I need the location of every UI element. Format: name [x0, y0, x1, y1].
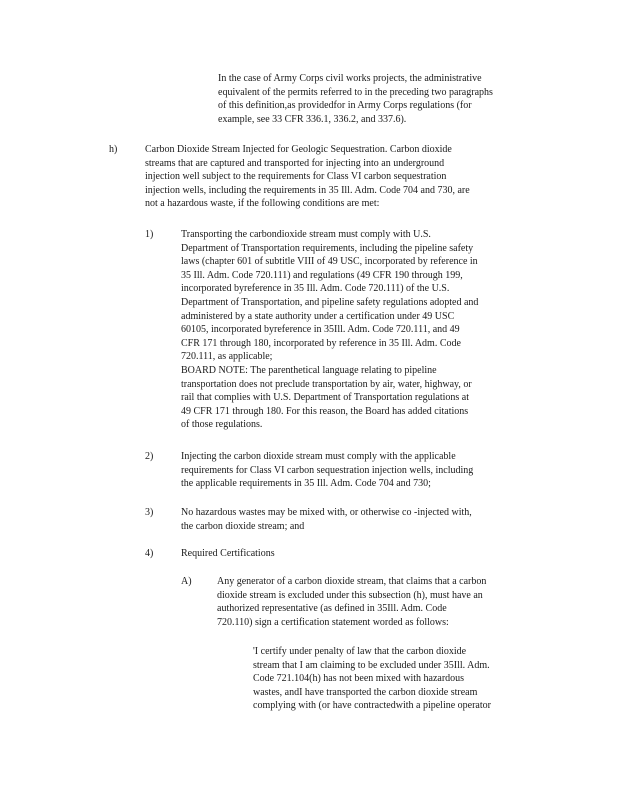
text-line: Injecting the carbon dioxide stream must comply with the applicable: [181, 451, 456, 462]
text-line: 720.111, as applicable;: [181, 351, 273, 363]
board-note-line: rail that complies with U.S. Department of Transportation regulations at: [181, 392, 470, 404]
text-line: requirements for Class VI carbon sequestration injection wells, including: [181, 464, 474, 476]
item-label-1: 1): [145, 229, 154, 240]
text-line: 60105, incorporated byreference in 35Ill. Adm. Code 720.111, and 49: [181, 324, 460, 336]
text-line: CFR 171 through 180, incorporated by reference in 35 Ill. Adm. Code: [181, 337, 461, 349]
text-line: laws (chapter 601 of subtitle VIII of 49 USC, incorporated by reference in: [181, 256, 478, 268]
board-note-line: BOARD NOTE: The parenthetical language relating to pipeline: [181, 364, 437, 376]
text-line: No hazardous wastes may be mixed with, or otherwise co -injected with,: [181, 507, 472, 518]
board-note-line: transportation does not preclude transportation by air, water, highway, or: [181, 378, 472, 390]
board-note-line: of those regulations.: [181, 419, 263, 431]
text-line: stream that I am claiming to be excluded under 35Ill. Adm.: [253, 659, 490, 671]
text-line: Carbon Dioxide Stream Injected for Geologic Sequestration. Carbon dioxide: [145, 144, 452, 155]
section-label-h: h): [109, 144, 118, 155]
item-3-paragraph: [181, 506, 472, 533]
text-line: injection well subject to the requirements for Class VI carbon sequestration: [145, 171, 447, 183]
text-line: example, see 33 CFR 336.1, 336.2, and 337.6).: [218, 113, 407, 125]
item-label-3: 3): [145, 507, 154, 518]
item-4-heading: [181, 547, 275, 561]
item-label-2: 2): [145, 451, 154, 462]
text-line: Required Certifications: [181, 548, 275, 559]
text-line: administered by a state authority under a certification under 49 USC: [181, 310, 455, 322]
text-line: 720.110) sign a certification statement worded as follows:: [217, 616, 449, 628]
text-line: dioxide stream is excluded under this subsection (h), must have an: [217, 589, 483, 601]
text-line: incorporated byreference in 35 Ill. Adm. Code 720.111) of the U.S.: [181, 283, 450, 295]
board-note-line: 49 CFR 171 through 180. For this reason, the Board has added citations: [181, 405, 469, 417]
text-line: the applicable requirements in 35 Ill. Adm. Code 704 and 730;: [181, 478, 431, 490]
intro-paragraph: [218, 72, 493, 126]
text-line: equivalent of the permits referred to in the preceding two paragraphs: [218, 86, 493, 98]
text-line: not a hazardous waste, if the following conditions are met:: [145, 198, 380, 210]
text-line: In the case of Army Corps civil works projects, the administrative: [218, 73, 482, 84]
text-line: complying with (or have contractedwith a pipeline operator: [253, 700, 491, 712]
text-line: 'I certify under penalty of law that the carbon dioxide: [253, 646, 467, 657]
section-h-paragraph: [145, 143, 470, 211]
item-label-4: 4): [145, 548, 154, 559]
item-label-A: A): [181, 576, 192, 587]
text-line: Code 721.104(h) has not been mixed with hazardous: [253, 673, 465, 685]
text-line: Department of Transportation, and pipeline safety regulations adopted and: [181, 296, 479, 308]
item-1-paragraph: [181, 228, 478, 432]
text-line: wastes, andI have transported the carbon dioxide stream: [253, 686, 478, 698]
text-line: authorized representative (as defined in 35Ill. Adm. Code: [217, 603, 447, 615]
item-2-paragraph: [181, 450, 473, 491]
text-line: Department of Transportation requirements, including the pipeline safety: [181, 242, 474, 254]
item-A-paragraph: [217, 575, 486, 629]
text-line: 35 Ill. Adm. Code 720.111) and regulations (49 CFR 190 through 199,: [181, 269, 463, 281]
text-line: injection wells, including the requirements in 35 Ill. Adm. Code 704 and 730, are: [145, 184, 470, 196]
text-line: streams that are captured and transported for injecting into an underground: [145, 157, 445, 169]
text-line: the carbon dioxide stream; and: [181, 520, 305, 532]
text-line: Any generator of a carbon dioxide stream, that claims that a carbon: [217, 576, 487, 587]
certification-statement: [253, 645, 491, 713]
text-line: Transporting the carbondioxide stream must comply with U.S.: [181, 229, 431, 240]
text-line: of this definition,as providedfor in Army Corps regulations (for: [218, 100, 472, 112]
